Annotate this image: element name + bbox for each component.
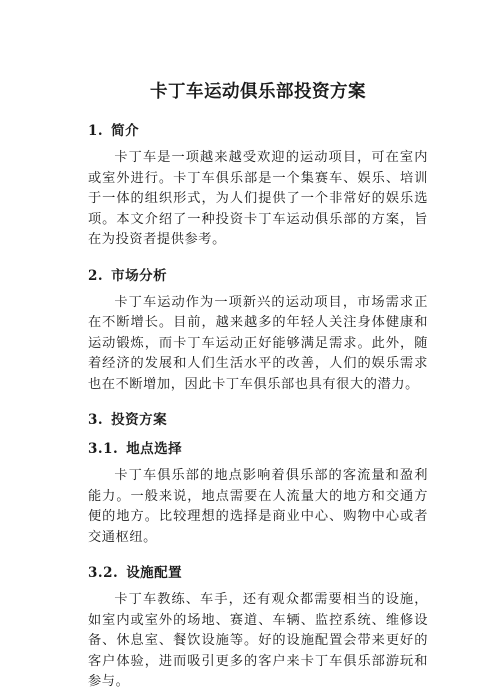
section-number: 3.1.: [88, 441, 119, 457]
section-paragraph-location: 卡丁车俱乐部的地点影响着俱乐部的客流量和盈利能力。一般来说，地点需要在人流量大的地方和交通方便的地方。比较理想的选择是商业中心、购物中心或者交通枢纽。: [88, 468, 428, 545]
subsection-heading-facilities: [88, 561, 428, 581]
section-number: 3.2.: [88, 565, 119, 581]
section-number: 2.: [88, 267, 104, 284]
section-paragraph-intro: 卡丁车是一项越来越受欢迎的运动项目，可在室内或室外进行。卡丁车俱乐部是一个集赛车、娱乐、培训于一体的组织形式，为人们提供了一个非常好的娱乐选项。本文介绍了一种投资卡丁车运动俱乐部的方案，旨在为投资者提供参考。: [88, 150, 428, 247]
section-heading-market: [88, 264, 428, 284]
subsection-heading-location: [88, 437, 428, 457]
section-heading-text: 地点选择: [126, 441, 183, 457]
section-heading-text: 投资方案: [111, 412, 168, 428]
section-heading-intro: [88, 119, 428, 139]
section-heading-text: 设施配置: [126, 565, 183, 581]
section-heading-text: 简介: [111, 123, 140, 139]
section-number: 1.: [88, 123, 104, 139]
section-heading-investment: [88, 408, 428, 428]
section-paragraph-facilities: 卡丁车教练、车手，还有观众都需要相当的设施，如室内或室外的场地、赛道、车辆、监控系统、维修设备、休息室、餐饮设施等。好的设施配置会带来更好的客户体验，进而吸引更多的客户来卡丁车俱乐部游玩和参与。: [88, 592, 428, 689]
section-number: 3.: [88, 412, 104, 428]
document-title: 卡丁车运动俱乐部投资方案: [150, 82, 366, 102]
section-paragraph-market: 卡丁车运动作为一项新兴的运动项目，市场需求正在不断增长。目前，越来越多的年轻人关注身体健康和运动锻炼，而卡丁车运动正好能够满足需求。此外，随着经济的发展和人们生活水平的改善，人们的娱乐需求也在不断增加，因此卡丁车俱乐部也具有很大的潜力。: [88, 294, 428, 392]
section-heading-text: 市场分析: [111, 267, 168, 284]
